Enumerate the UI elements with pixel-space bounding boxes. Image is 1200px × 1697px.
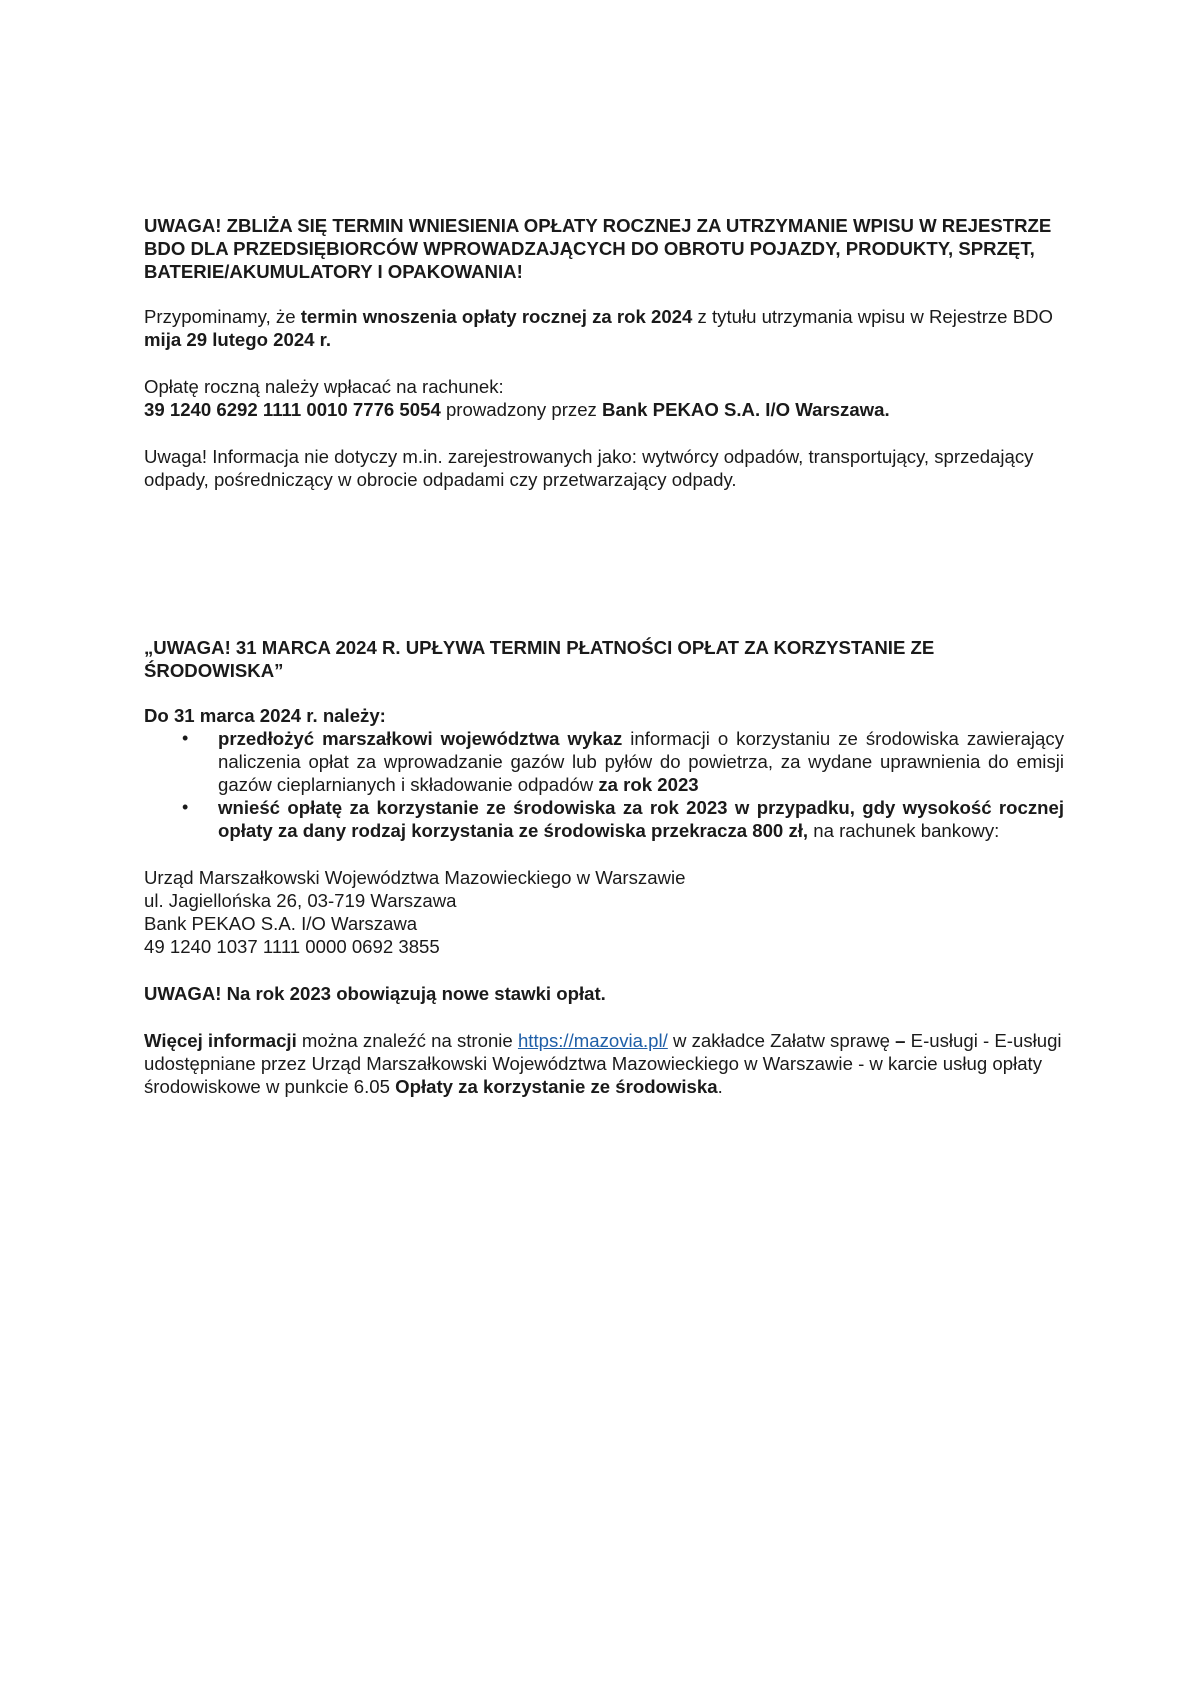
more-info-paragraph	[144, 1029, 1064, 1098]
reminder-text-2: z tytułu utrzymania wpisu w Rejestrze BDO	[692, 306, 1053, 327]
account-bank: Bank PEKAO S.A. I/O Warszawa.	[602, 399, 890, 420]
address-line-1: Urząd Marszałkowski Województwa Mazowieckiego w Warszawie	[144, 867, 686, 888]
deadline-line: Do 31 marca 2024 r. należy:	[144, 705, 386, 726]
more-info-dash: –	[895, 1030, 906, 1051]
reminder-text-1: Przypominamy, że	[144, 306, 301, 327]
bullet1-text: informacji o korzystaniu ze środowiska zawierający naliczenia opłat za wprowadzanie gazów lub pyłów do powietrza, za wydane uprawnienia do emisji gazów cieplarnianych i składowanie odpadów	[218, 728, 1064, 795]
document-page	[144, 214, 1064, 1098]
more-info-text-4: .	[717, 1076, 723, 1097]
bullet2-text: na rachunek bankowy:	[808, 820, 1000, 841]
bullet1-bold: przedłożyć marszałkowi województwa wykaz	[218, 728, 623, 749]
more-info-text-3: E-usługi - E-usługi udostępniane przez Urząd Marszałkowski Województwa Mazowieckiego w Warszawie - w karcie usług opłaty środowiskowe w punkcie 6.05	[144, 1030, 1062, 1097]
bullet1-year: za rok 2023	[598, 774, 699, 795]
reminder-deadline-date: mija 29 lutego 2024 r.	[144, 329, 332, 350]
account-details	[144, 398, 1064, 421]
environment-fee-heading: „UWAGA! 31 MARCA 2024 R. UPŁYWA TERMIN PŁATNOŚCI OPŁAT ZA KORZYSTANIE ZE ŚRODOWISKA”	[144, 637, 935, 681]
office-address	[144, 866, 1064, 958]
more-info-service-name: Opłaty za korzystanie ze środowiska	[395, 1076, 718, 1097]
bdo-fee-heading: UWAGA! ZBLIŻA SIĘ TERMIN WNIESIENIA OPŁATY ROCZNEJ ZA UTRZYMANIE WPISU W REJESTRZE BDO DLA PRZEDSIĘBIORCÓW WPROWADZAJĄCYCH DO OBROTU POJAZDY, PRODUKTY, SPRZĘT, BATERIE/AKUMULATORY I OPAKOWANIA!	[144, 215, 1052, 282]
more-info-bold: Więcej informacji	[144, 1030, 297, 1051]
address-line-4: 49 1240 1037 1111 0000 0692 3855	[144, 936, 440, 957]
mazovia-link[interactable]: https://mazovia.pl/	[517, 1030, 668, 1051]
obligations-list	[144, 727, 1064, 842]
bullet2-bold: wnieść opłatę za korzystanie ze środowiska za rok 2023 w przypadku, gdy wysokość rocznej opłaty za dany rodzaj korzystania ze środowiska przekracza 800 zł,	[218, 797, 1064, 841]
exemption-note: Uwaga! Informacja nie dotyczy m.in. zarejestrowanych jako: wytwórcy odpadów, transportujący, sprzedający odpady, pośredniczący w obrocie odpadami czy przetwarzający odpady.	[144, 446, 1034, 490]
reminder-deadline-term: termin wnoszenia opłaty rocznej za rok 2024	[300, 306, 693, 327]
address-line-2: ul. Jagiellońska 26, 03-719 Warszawa	[144, 890, 457, 911]
address-line-3: Bank PEKAO S.A. I/O Warszawa	[144, 913, 418, 934]
bdo-fee-reminder	[144, 305, 1064, 351]
more-info-text-2: w zakładce Załatw sprawę	[667, 1030, 896, 1051]
list-item	[144, 796, 1064, 842]
list-item	[144, 727, 1064, 796]
account-intro: Opłatę roczną należy wpłacać na rachunek:	[144, 376, 504, 397]
account-text: prowadzony przez	[440, 399, 603, 420]
account-number: 39 1240 6292 1111 0010 7776 5054	[144, 399, 441, 420]
more-info-text-1: można znaleźć na stronie	[296, 1030, 518, 1051]
new-rates-note: UWAGA! Na rok 2023 obowiązują nowe stawki opłat.	[144, 983, 606, 1004]
